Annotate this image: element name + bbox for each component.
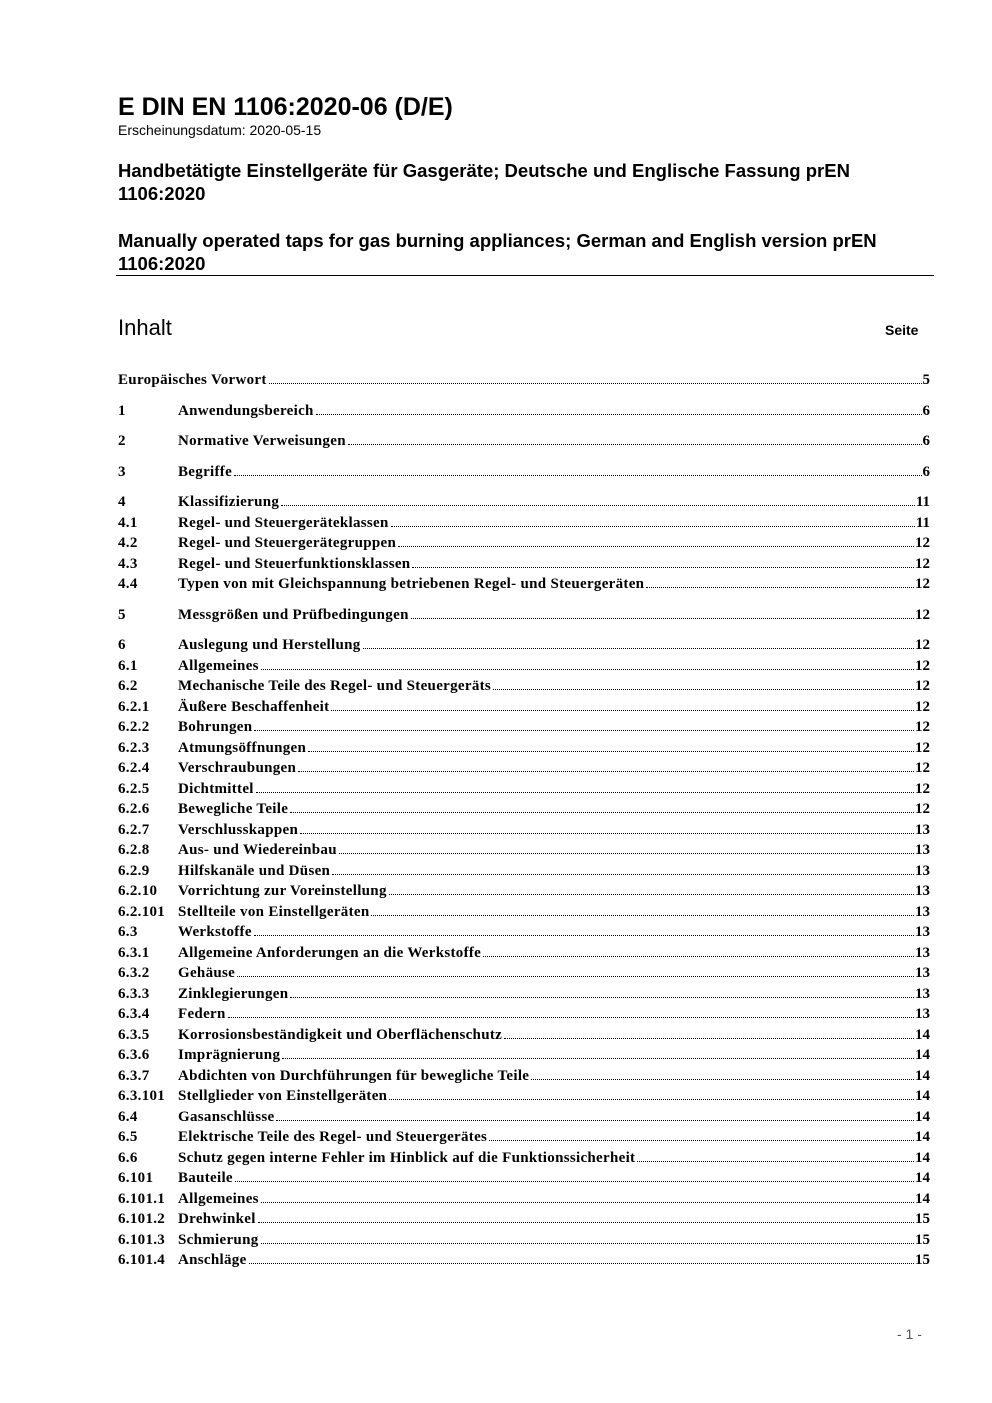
toc-entry-title: Regel- und Steuerfunktionsklassen (178, 555, 411, 572)
toc-entry-title: Korrosionsbeständigkeit und Oberflächenschutz (178, 1026, 503, 1043)
toc-entry[interactable] (118, 1168, 930, 1189)
toc-entry-page: 14 (915, 1088, 930, 1104)
toc-dot-leader (249, 1263, 914, 1264)
toc-entry-number: 4.3 (118, 555, 138, 572)
toc-entry[interactable] (118, 1086, 930, 1107)
toc-entry-page: 13 (915, 1006, 930, 1022)
toc-entry[interactable] (118, 462, 930, 483)
toc-dot-leader (489, 1140, 914, 1141)
toc-dot-leader (331, 710, 914, 711)
toc-dot-leader (256, 792, 914, 793)
toc-entry[interactable] (118, 861, 930, 882)
toc-dot-leader (269, 383, 922, 384)
toc-dot-leader (398, 546, 914, 547)
toc-entry[interactable] (118, 1045, 930, 1066)
toc-entry[interactable] (118, 574, 930, 595)
toc-entry-title: Anwendungsbereich (178, 402, 314, 419)
toc-entry-number: 6.3.5 (118, 1026, 150, 1043)
toc-entry-number: 1 (118, 402, 126, 419)
toc-entry[interactable] (118, 431, 930, 452)
toc-entry-number: 6.2.2 (118, 719, 150, 735)
toc-entry-title: Gehäuse (178, 965, 236, 981)
toc-entry-page: 14 (915, 1067, 930, 1084)
toc-entry-number: 6.2.8 (118, 842, 150, 858)
toc-entry-page: 12 (915, 606, 930, 623)
toc-entry[interactable] (118, 492, 930, 513)
toc-entry-title: Verschlusskappen (178, 821, 299, 838)
toc-entry-number: 6.3 (118, 924, 138, 940)
toc-entry[interactable] (118, 840, 930, 861)
document-title: E DIN EN 1106:2020-06 (D/E) (118, 93, 453, 121)
table-of-contents (118, 370, 930, 1271)
toc-entry-title: Mechanische Teile des Regel- und Steuergeräts (178, 678, 492, 694)
toc-entry-page: 12 (915, 678, 930, 694)
toc-entry-page: 11 (915, 514, 930, 531)
toc-entry-page: 12 (915, 657, 930, 674)
toc-entry[interactable] (118, 881, 930, 902)
toc-entry-page: 12 (915, 719, 930, 735)
toc-entry-number: 2 (118, 433, 126, 449)
toc-entry-title: Zinklegierungen (178, 985, 289, 1002)
toc-entry-title: Gasanschlüsse (178, 1108, 275, 1125)
toc-entry[interactable] (118, 943, 930, 964)
toc-entry-number: 6.101 (118, 1170, 154, 1186)
toc-dot-leader (483, 956, 914, 957)
toc-dot-leader (254, 730, 914, 731)
toc-entry-title: Bewegliche Teile (178, 801, 289, 817)
toc-entry-number: 6.3.7 (118, 1067, 150, 1084)
toc-entry-number: 6.3.6 (118, 1047, 150, 1063)
toc-entry-title: Regel- und Steuergerätegruppen (178, 535, 397, 551)
toc-entry-title: Schutz gegen interne Fehler im Hinblick auf die Funktionssicherheit (178, 1149, 636, 1166)
toc-dot-leader (254, 935, 914, 936)
toc-entry[interactable] (118, 676, 930, 697)
toc-entry-title: Dichtmittel (178, 780, 254, 797)
toc-entry-page: 12 (915, 760, 930, 776)
toc-entry-number: 6.101.4 (118, 1252, 166, 1268)
toc-entry-title: Imprägnierung (178, 1047, 281, 1063)
toc-entry[interactable] (118, 401, 930, 422)
toc-entry-title: Begriffe (178, 463, 233, 480)
toc-entry[interactable] (118, 1148, 930, 1169)
toc-entry[interactable] (118, 1250, 930, 1271)
toc-dot-leader (276, 1120, 914, 1121)
toc-entry-number: 6.101.3 (118, 1231, 166, 1248)
toc-entry-title: Stellteile von Einstellgeräten (178, 903, 370, 920)
toc-entry-number: 6.3.2 (118, 965, 150, 981)
toc-entry-page: 12 (915, 698, 930, 715)
toc-entry-page: 14 (915, 1026, 930, 1043)
toc-dot-leader (363, 648, 914, 649)
toc-entry-page: 13 (915, 821, 930, 838)
toc-entry-title: Abdichten von Durchführungen für bewegliche Teile (178, 1067, 530, 1084)
toc-dot-leader (646, 587, 914, 588)
toc-dot-leader (234, 475, 921, 476)
toc-entry-number: 6.5 (118, 1129, 138, 1145)
toc-entry[interactable] (118, 513, 930, 534)
toc-entry[interactable] (118, 656, 930, 677)
toc-entry-page: 13 (915, 862, 930, 879)
toc-entry-page: 14 (915, 1108, 930, 1125)
toc-entry[interactable] (118, 635, 930, 656)
toc-dot-leader (389, 894, 914, 895)
toc-entry-page: 13 (915, 924, 930, 940)
toc-entry-title: Allgemeine Anforderungen an die Werkstoffe (178, 944, 482, 961)
toc-entry-title: Elektrische Teile des Regel- und Steuergerätes (178, 1129, 488, 1145)
toc-entry-page: 13 (915, 985, 930, 1002)
toc-entry[interactable] (118, 1004, 930, 1025)
toc-entry-number: 6.6 (118, 1149, 138, 1166)
toc-entry-number: 4.2 (118, 535, 138, 551)
toc-entry-title: Europäisches Vorwort (118, 372, 267, 388)
toc-dot-leader (389, 1099, 914, 1100)
toc-entry-title: Äußere Beschaffenheit (178, 698, 330, 715)
toc-entry-title: Atmungsöffnungen (178, 739, 307, 756)
toc-entry-number: 6.2.7 (118, 821, 150, 838)
toc-entry-page: 14 (915, 1047, 930, 1063)
toc-entry[interactable] (118, 1107, 930, 1128)
toc-entry-title: Regel- und Steuergeräteklassen (178, 514, 389, 531)
toc-entry-number: 6.2.9 (118, 862, 150, 879)
toc-entry-title: Werkstoffe (178, 924, 252, 940)
toc-entry[interactable] (118, 605, 930, 626)
toc-entry[interactable] (118, 820, 930, 841)
toc-entry[interactable] (118, 779, 930, 800)
toc-entry-page: 11 (915, 494, 930, 510)
toc-entry-number: 6.2.4 (118, 760, 150, 776)
toc-entry[interactable] (118, 902, 930, 923)
toc-dot-leader (261, 1202, 914, 1203)
toc-dot-leader (348, 444, 922, 445)
toc-entry-page: 12 (915, 801, 930, 817)
toc-entry-number: 3 (118, 463, 126, 480)
publication-date: Erscheinungsdatum: 2020-05-15 (118, 122, 322, 138)
toc-entry[interactable] (118, 1189, 930, 1210)
toc-entry[interactable] (118, 697, 930, 718)
toc-entry[interactable] (118, 1209, 930, 1230)
toc-entry-number: 6.2.1 (118, 698, 150, 715)
toc-entry-page: 6 (922, 433, 930, 449)
toc-entry[interactable] (118, 963, 930, 984)
toc-entry-page: 6 (922, 402, 930, 419)
toc-entry-page: 13 (915, 903, 930, 920)
toc-entry[interactable] (118, 533, 930, 554)
toc-entry-title: Normative Verweisungen (178, 433, 346, 449)
toc-dot-leader (228, 1017, 914, 1018)
toc-entry-page: 12 (915, 576, 930, 592)
toc-entry-title: Klassifizierung (178, 494, 280, 510)
toc-entry-page: 13 (915, 883, 930, 899)
toc-dot-leader (261, 669, 914, 670)
toc-entry-title: Allgemeines (178, 1190, 259, 1207)
toc-entry-title: Vorrichtung zur Voreinstellung (178, 883, 387, 899)
toc-entry-page: 12 (915, 780, 930, 797)
toc-dot-leader (493, 689, 914, 690)
toc-entry[interactable] (118, 738, 930, 759)
toc-entry-page: 13 (915, 944, 930, 961)
toc-dot-leader (298, 771, 914, 772)
toc-entry-page: 15 (915, 1252, 930, 1268)
toc-dot-leader (308, 751, 914, 752)
toc-entry-title: Auslegung und Herstellung (178, 637, 361, 653)
toc-dot-leader (290, 997, 914, 998)
toc-dot-leader (237, 976, 914, 977)
toc-entry-number: 6.2.3 (118, 739, 150, 756)
toc-dot-leader (235, 1181, 914, 1182)
toc-dot-leader (391, 526, 915, 527)
toc-entry-title: Messgrößen und Prüfbedingungen (178, 606, 409, 623)
toc-entry[interactable] (118, 1127, 930, 1148)
toc-entry[interactable] (118, 922, 930, 943)
toc-dot-leader (531, 1079, 914, 1080)
toc-entry[interactable] (118, 1066, 930, 1087)
toc-heading: Inhalt (118, 315, 172, 340)
toc-dot-leader (258, 1222, 914, 1223)
toc-entry-number: 6.3.3 (118, 985, 150, 1002)
toc-entry-page: 6 (922, 463, 930, 480)
toc-entry-number: 6 (118, 637, 126, 653)
toc-dot-leader (290, 812, 914, 813)
toc-dot-leader (504, 1038, 914, 1039)
toc-entry-page: 14 (915, 1149, 930, 1166)
toc-entry[interactable] (118, 717, 930, 738)
title-german: Handbetätigte Einstellgeräte für Gasgeräte; Deutsche und Englische Fassung prEN 1106:2020 (118, 160, 850, 204)
toc-page-column-label: Seite (885, 322, 919, 338)
toc-entry-number: 6.3.101 (118, 1088, 166, 1104)
toc-dot-leader (637, 1161, 914, 1162)
header-divider (116, 275, 934, 276)
toc-entry-page: 12 (915, 555, 930, 572)
toc-entry-page: 14 (915, 1129, 930, 1145)
toc-dot-leader (281, 505, 915, 506)
toc-dot-leader (261, 1243, 914, 1244)
toc-dot-leader (371, 915, 914, 916)
toc-entry-page: 13 (915, 842, 930, 858)
toc-entry-title: Federn (178, 1006, 226, 1022)
toc-entry-number: 6.2.10 (118, 883, 158, 899)
toc-entry[interactable] (118, 1230, 930, 1251)
toc-entry-title: Anschläge (178, 1252, 247, 1268)
toc-entry-page: 5 (922, 372, 930, 388)
toc-entry[interactable] (118, 799, 930, 820)
toc-entry-page: 15 (915, 1231, 930, 1248)
toc-entry-title: Allgemeines (178, 657, 259, 674)
toc-entry[interactable] (118, 554, 930, 575)
toc-entry-number: 5 (118, 606, 126, 623)
toc-entry-page: 15 (915, 1211, 930, 1227)
toc-entry-number: 6.2 (118, 678, 138, 694)
toc-entry-number: 6.1 (118, 657, 138, 674)
toc-dot-leader (282, 1058, 914, 1059)
toc-entry-page: 12 (915, 535, 930, 551)
toc-dot-leader (316, 414, 922, 415)
toc-entry[interactable] (118, 370, 930, 391)
title-english: Manually operated taps for gas burning appliances; German and English version prEN 1106:2020 (118, 230, 877, 274)
toc-entry-page: 14 (915, 1170, 930, 1186)
toc-entry-title: Aus- und Wiedereinbau (178, 842, 337, 858)
toc-dot-leader (300, 833, 914, 834)
toc-entry[interactable] (118, 758, 930, 779)
toc-entry-title: Hilfskanäle und Düsen (178, 862, 331, 879)
toc-dot-leader (412, 567, 914, 568)
toc-entry-title: Typen von mit Gleichspannung betriebenen Regel- und Steuergeräten (178, 576, 645, 592)
toc-entry-number: 6.2.5 (118, 780, 150, 797)
toc-entry-number: 6.2.101 (118, 903, 166, 920)
toc-entry-number: 6.101.2 (118, 1211, 166, 1227)
toc-entry-title: Bohrungen (178, 719, 253, 735)
toc-entry-number: 6.101.1 (118, 1190, 166, 1207)
toc-entry-number: 6.3.1 (118, 944, 150, 961)
toc-entry-page: 12 (915, 637, 930, 653)
toc-entry[interactable] (118, 1025, 930, 1046)
toc-entry-title: Bauteile (178, 1170, 233, 1186)
toc-entry-page: 14 (915, 1190, 930, 1207)
toc-dot-leader (339, 853, 914, 854)
toc-entry-number: 4.4 (118, 576, 138, 592)
toc-entry-number: 4 (118, 494, 126, 510)
toc-entry-page: 12 (915, 739, 930, 756)
page-number: - 1 - (897, 1326, 922, 1342)
toc-entry-title: Schmierung (178, 1231, 259, 1248)
toc-entry-title: Verschraubungen (178, 760, 297, 776)
toc-entry-title: Drehwinkel (178, 1211, 256, 1227)
toc-dot-leader (332, 874, 914, 875)
toc-entry-page: 13 (915, 965, 930, 981)
toc-entry-title: Stellglieder von Einstellgeräten (178, 1088, 388, 1104)
toc-entry-number: 4.1 (118, 514, 138, 531)
toc-entry-number: 6.4 (118, 1108, 138, 1125)
toc-dot-leader (411, 618, 914, 619)
toc-entry-number: 6.2.6 (118, 801, 150, 817)
toc-entry-number: 6.3.4 (118, 1006, 150, 1022)
toc-entry[interactable] (118, 984, 930, 1005)
